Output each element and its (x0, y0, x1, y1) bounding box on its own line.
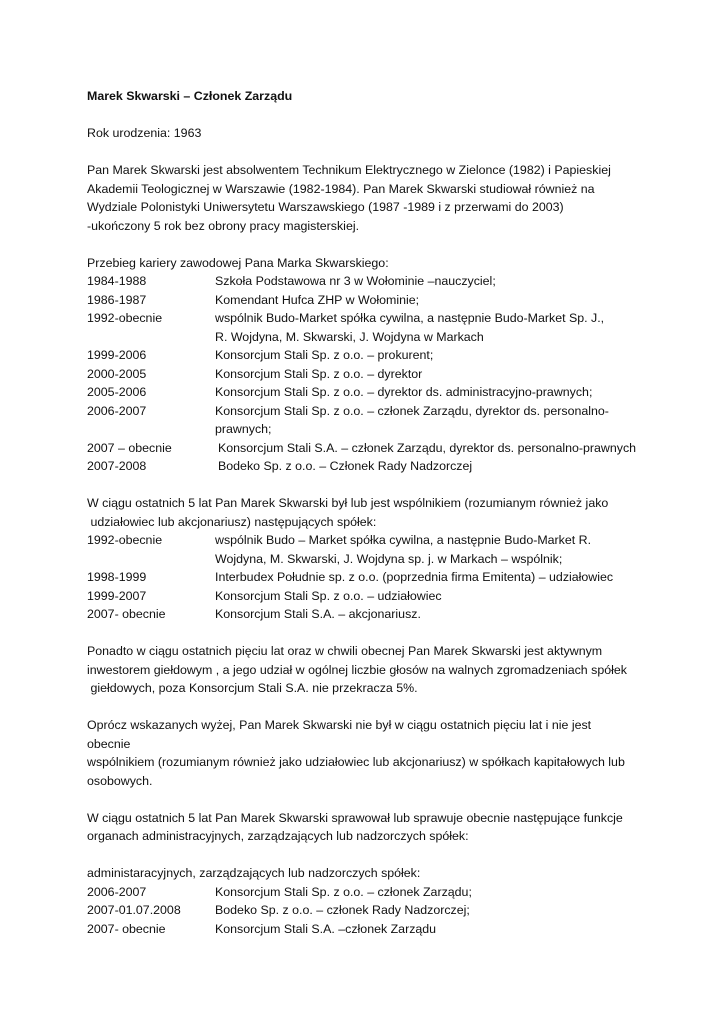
career-row (87, 309, 637, 346)
career-table (87, 272, 637, 476)
partnerships-table (87, 531, 637, 624)
other-paragraph (87, 716, 637, 790)
paragraph-line: inwestorem giełdowym , a jego udział w ogólnej liczbie głosów na walnych zgromadzeniach spółek (87, 662, 627, 677)
paragraph-line: W ciągu ostatnich 5 lat Pan Marek Skwarski sprawował lub sprawuje obecnie następujące funkcje (87, 810, 623, 825)
partnership-date: 1999-2007 (87, 588, 147, 603)
career-desc: Komendant Hufca ZHP w Wołominie; (215, 292, 420, 307)
career-row (87, 402, 637, 439)
partnerships-heading: W ciągu ostatnich 5 lat Pan Marek Skwarski był lub jest wspólnikiem (rozumianym również jako (87, 496, 609, 510)
career-desc: Konsorcjum Stali Sp. z o.o. – dyrektor (215, 366, 423, 381)
career-row (87, 383, 637, 402)
education-line: -ukończony 5 rok bez obrony pracy magisterskiej. (87, 218, 360, 233)
career-desc: Konsorcjum Stali S.A. – członek Zarządu, dyrektor ds. personalno-prawnych (218, 440, 637, 455)
partnership-desc: wspólnik Budo – Market spółka cywilna, a następnie Budo-Market R. Wojdyna, M. Skwarski, J. Wojdyna sp. j. w Markach – wspólnik; (215, 533, 592, 566)
career-desc: Szkoła Podstawowa nr 3 w Wołominie –nauczyciel; (215, 274, 496, 288)
career-date: 2006-2007 (87, 403, 147, 418)
paragraph-line: Ponadto w ciągu ostatnich pięciu lat oraz w chwili obecnej Pan Marek Skwarski jest aktywnym (87, 644, 603, 658)
career-row (87, 291, 637, 310)
paragraph-line: wspólnikiem (rozumianym również jako udziałowiec lub akcjonariusz) w spółkach kapitałowych lub (87, 755, 625, 769)
career-desc: Konsorcjum Stali Sp. z o.o. – dyrektor ds. administracyjno-prawnych; (215, 385, 593, 399)
career-row (87, 346, 637, 365)
paragraph-line: Oprócz wskazanych wyżej, Pan Marek Skwarski nie był w ciągu ostatnich pięciu lat i nie jest obecnie (87, 718, 592, 751)
investor-paragraph (87, 642, 637, 698)
partnership-row (87, 568, 637, 587)
career-row (87, 439, 637, 458)
paragraph-line: osobowych. (87, 773, 153, 788)
function-row (87, 901, 637, 920)
paragraph-line: giełdowych, poza Konsorcjum Stali S.A. nie przekracza 5%. (87, 681, 418, 695)
career-date: 1999-2006 (87, 348, 147, 362)
career-date: 1986-1987 (87, 292, 147, 307)
career-date: 2007-2008 (87, 459, 147, 473)
birth-year: Rok urodzenia: 1963 (87, 126, 202, 140)
career-row (87, 272, 637, 291)
education-line: Akademii Teologicznej w Warszawie (1982-1984). Pan Marek Skwarski studiował również na (87, 181, 595, 196)
function-row (87, 883, 637, 902)
partnership-row (87, 605, 637, 624)
career-heading: Przebieg kariery zawodowej Pana Marka Skwarskiego: (87, 255, 389, 270)
career-row (87, 365, 637, 384)
paragraph-line: organach administracyjnych, zarządzających lub nadzorczych spółek: (87, 829, 469, 843)
career-row (87, 457, 637, 476)
function-date: 2007-01.07.2008 (87, 903, 181, 917)
career-date: 1992-obecnie (87, 311, 163, 325)
function-row (87, 920, 637, 939)
partnership-desc: Konsorcjum Stali Sp. z o.o. – udziałowiec (215, 588, 442, 603)
partnership-row (87, 587, 637, 606)
career-desc: Konsorcjum Stali Sp. z o.o. – prokurent; (215, 348, 434, 362)
career-desc: wspólnik Budo-Market spółka cywilna, a następnie Budo-Market Sp. J., R. Wojdyna, M. Skwarski, J. Wojdyna w Markach (215, 311, 605, 344)
partnership-date: 1998-1999 (87, 570, 147, 584)
document-title: Marek Skwarski – Członek Zarządu (87, 89, 293, 103)
document-content (87, 87, 637, 938)
partnership-date: 2007- obecnie (87, 607, 166, 621)
functions-heading: administaracyjnych, zarządzających lub nadzorczych spółek: (87, 866, 421, 880)
partnership-desc: Interbudex Południe sp. z o.o. (poprzednia firma Emitenta) – udziałowiec (215, 570, 614, 584)
education-line: Wydziale Polonistyki Uniwersytetu Warszawskiego (1987 -1989 i z przerwami do 2003) (87, 200, 564, 214)
partnership-desc: Konsorcjum Stali S.A. – akcjonariusz. (215, 607, 421, 621)
function-desc: Bodeko Sp. z o.o. – członek Rady Nadzorczej; (215, 903, 470, 917)
career-date: 1984-1988 (87, 274, 147, 288)
functions-paragraph (87, 809, 637, 846)
career-date: 2000-2005 (87, 366, 147, 381)
partnership-row (87, 531, 637, 568)
education-line: Pan Marek Skwarski jest absolwentem Technikum Elektrycznego w Zielonce (1982) i Papieskiej (87, 163, 611, 177)
function-date: 2007- obecnie (87, 921, 166, 936)
functions-table (87, 883, 637, 939)
function-date: 2006-2007 (87, 884, 147, 899)
partnerships-heading: udziałowiec lub akcjonariusz) następujących spółek: (87, 514, 377, 529)
education-paragraph (87, 161, 637, 235)
career-desc: Bodeko Sp. z o.o. – Członek Rady Nadzorczej (218, 459, 473, 473)
career-date: 2007 – obecnie (87, 440, 172, 455)
partnership-date: 1992-obecnie (87, 533, 163, 547)
career-desc: Konsorcjum Stali Sp. z o.o. – członek Zarządu, dyrektor ds. personalno- prawnych; (215, 403, 609, 436)
career-date: 2005-2006 (87, 385, 147, 399)
function-desc: Konsorcjum Stali Sp. z o.o. – członek Zarządu; (215, 884, 472, 899)
function-desc: Konsorcjum Stali S.A. –członek Zarządu (215, 921, 437, 936)
